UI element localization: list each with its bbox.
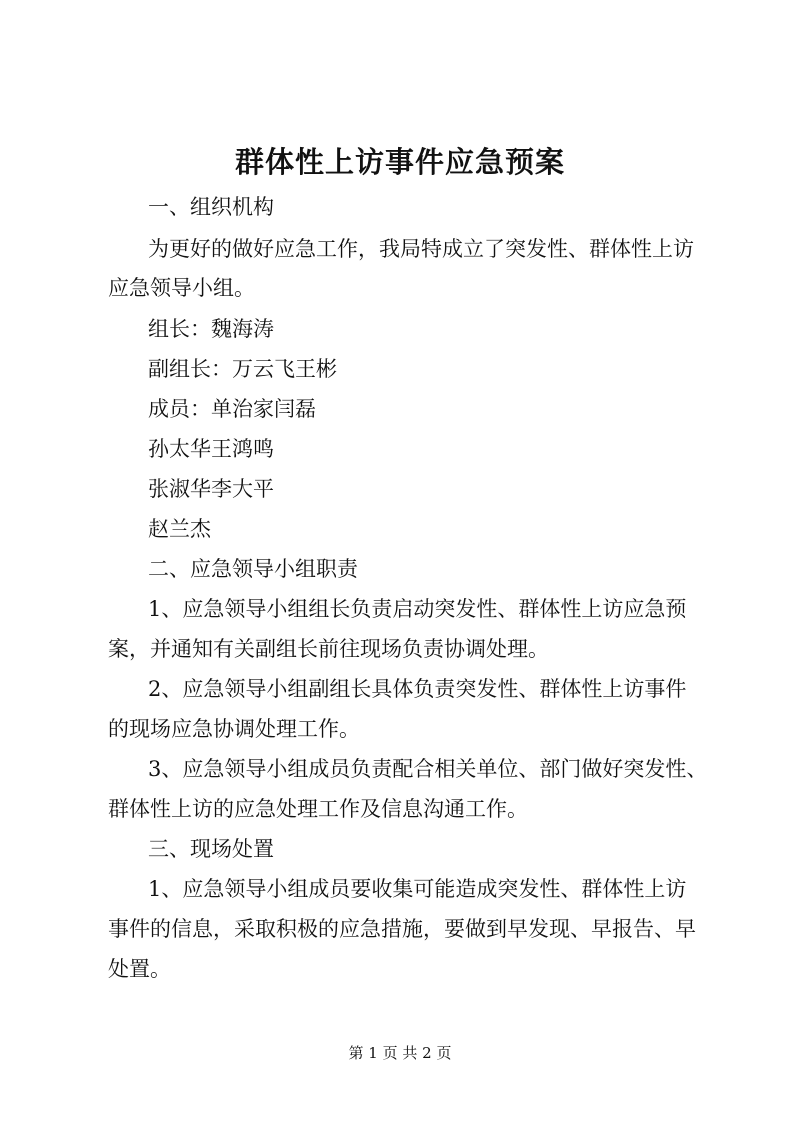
paragraph-line: 事件的信息，采取积极的应急措施，要做到早发现、早报告、早 (108, 917, 696, 941)
paragraph-line: 1、应急领导小组组长负责启动突发性、群体性上访应急预 (148, 597, 687, 621)
heading-organization: 一、组织机构 (148, 195, 274, 219)
paragraph-line: 群体性上访的应急处理工作及信息沟通工作。 (108, 797, 528, 821)
paragraph-line: 3、应急领导小组成员负责配合相关单位、部门做好突发性、 (148, 757, 708, 781)
paragraph-line: 应急领导小组。 (108, 276, 255, 300)
paragraph-line: 2、应急领导小组副组长具体负责突发性、群体性上访事件 (148, 677, 687, 701)
page-footer: 第 1 页 共 2 页 (348, 1044, 452, 1062)
heading-responsibilities: 二、应急领导小组职责 (148, 557, 358, 581)
members-line: 张淑华李大平 (148, 477, 274, 501)
paragraph-line: 的现场应急协调处理工作。 (108, 717, 360, 741)
deputy-leader-line: 副组长：万云飞王彬 (148, 357, 337, 381)
members-line: 赵兰杰 (148, 517, 211, 541)
members-line: 成员：单治家闫磊 (148, 397, 316, 421)
paragraph-line: 为更好的做好应急工作，我局特成立了突发性、群体性上访 (148, 237, 694, 261)
members-line: 孙太华王鸿鸣 (148, 437, 274, 461)
paragraph-line: 处置。 (108, 957, 171, 981)
heading-onsite-handling: 三、现场处置 (148, 837, 274, 861)
leader-line: 组长：魏海涛 (148, 317, 274, 341)
paragraph-line: 1、应急领导小组成员要收集可能造成突发性、群体性上访 (148, 877, 687, 901)
document-title: 群体性上访事件应急预案 (234, 145, 565, 179)
paragraph-line: 案，并通知有关副组长前往现场负责协调处理。 (108, 637, 549, 661)
